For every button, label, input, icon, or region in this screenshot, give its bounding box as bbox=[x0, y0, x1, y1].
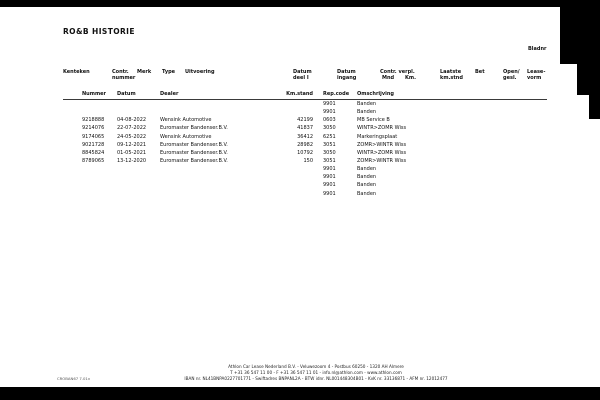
cell-kmstand: 36412 bbox=[297, 133, 313, 140]
table-row bbox=[0, 166, 600, 174]
cell-omschrijving: WINTR>ZOMR Wiss bbox=[357, 125, 407, 132]
cell-dealer: Euromaster Bandenser.B.V. bbox=[160, 141, 228, 148]
cell-nummer: 8789065 bbox=[82, 157, 105, 164]
table-row bbox=[0, 109, 600, 117]
header-dealer: Dealer bbox=[160, 91, 179, 97]
bladnr-label: Bladnr bbox=[528, 46, 547, 52]
cell-dealer: Euromaster Bandenser.B.V. bbox=[160, 125, 228, 132]
header-repcode: Rep.code bbox=[323, 91, 350, 97]
company-footer bbox=[32, 364, 600, 383]
header-leasevorm: Lease- vorm bbox=[527, 69, 546, 81]
cell-nummer: 8845824 bbox=[82, 149, 105, 156]
footer-line: IBAN nr. NL41BNPA0227701771 - Swiftadres BNPANL2A - BTW idnr. NL001448304B01 - KvK nr. 33136871 - AFM nr. 12012477 bbox=[184, 376, 448, 382]
cell-nummer: 9218888 bbox=[82, 117, 105, 124]
cell-datum: 22-07-2022 bbox=[117, 125, 147, 132]
cell-repcode: 9901 bbox=[323, 190, 336, 197]
table-row bbox=[0, 125, 600, 133]
cell-omschrijving: ZOMR>WINTR Wiss bbox=[357, 157, 407, 164]
table-row bbox=[0, 150, 600, 158]
cell-dealer: Euromaster Bandenser.B.V. bbox=[160, 149, 228, 156]
cell-omschrijving: Markeringsplaat bbox=[357, 133, 398, 140]
cell-kmstand: 41837 bbox=[297, 125, 313, 132]
header-divider bbox=[63, 99, 547, 100]
cell-omschrijving: Banden bbox=[357, 190, 377, 197]
table-row bbox=[0, 101, 600, 109]
corner-cutout bbox=[589, 95, 600, 119]
report-page bbox=[0, 7, 600, 387]
cell-nummer: 9174065 bbox=[82, 133, 105, 140]
cell-nummer: 9021728 bbox=[82, 141, 105, 148]
cell-omschrijving: ZOMR>WINTR Wiss bbox=[357, 141, 407, 148]
cell-repcode: 3050 bbox=[323, 149, 336, 156]
cell-repcode: 9901 bbox=[323, 101, 336, 107]
table-row bbox=[0, 117, 600, 125]
header-open-gesl: Open/ gesl. bbox=[503, 69, 520, 81]
cell-repcode: 3051 bbox=[323, 141, 336, 148]
cell-repcode: 6251 bbox=[323, 133, 336, 140]
cell-omschrijving: Banden bbox=[357, 166, 377, 173]
cell-omschrijving: Banden bbox=[357, 182, 377, 189]
table-row bbox=[0, 191, 600, 199]
footer-line: Athlon Car Lease Nederland B.V. - Veluwezoom 4 - Postbus 60250 - 1320 AH Almere bbox=[228, 364, 404, 369]
header-bet: Bet bbox=[475, 69, 485, 75]
header-datum-ingang: Datum ingang bbox=[337, 69, 357, 81]
table-rows bbox=[0, 101, 600, 199]
corner-cutout bbox=[560, 7, 600, 64]
cell-kmstand: 150 bbox=[303, 157, 313, 164]
header-kenteken: Kenteken bbox=[63, 69, 90, 75]
cell-dealer: Euromaster Bandenser.B.V. bbox=[160, 157, 228, 164]
table-row bbox=[0, 158, 600, 166]
table-row bbox=[0, 134, 600, 142]
cell-repcode: 9901 bbox=[323, 109, 336, 116]
cell-kmstand: 10792 bbox=[297, 149, 313, 156]
header-contr-verpl: Contr. verpl. bbox=[380, 69, 415, 75]
cell-datum: 09-12-2021 bbox=[117, 141, 147, 148]
cell-datum: 01-05-2021 bbox=[117, 149, 147, 156]
cell-omschrijving: MB Service B bbox=[357, 117, 390, 124]
header-nummer: Nummer bbox=[82, 91, 107, 97]
header-omschrijving: Omschrijving bbox=[357, 91, 394, 97]
cell-nummer: 9214076 bbox=[82, 125, 105, 132]
table-row bbox=[0, 174, 600, 182]
version-label: CROBAN67 7.01v bbox=[57, 376, 91, 381]
cell-omschrijving: WINTR>ZOMR Wiss bbox=[357, 149, 407, 156]
table-row bbox=[0, 142, 600, 150]
header-datum-deel-i: Datum deel I bbox=[293, 69, 312, 81]
header-kmstand: Km.stand bbox=[286, 91, 313, 97]
cell-omschrijving: Banden bbox=[357, 174, 377, 181]
header-uitvoering: Uitvoering bbox=[185, 69, 215, 75]
cell-kmstand: 42199 bbox=[297, 117, 313, 124]
header-contr-nummer: Contr. nummer bbox=[112, 69, 136, 81]
page-title: RO&B HISTORIE bbox=[63, 27, 135, 36]
corner-cutout bbox=[577, 64, 600, 95]
cell-dealer: Wensink Automotive bbox=[160, 133, 212, 140]
cell-repcode: 9901 bbox=[323, 174, 336, 181]
cell-datum: 04-08-2022 bbox=[117, 117, 147, 124]
cell-repcode: 9901 bbox=[323, 166, 336, 173]
cell-kmstand: 28982 bbox=[297, 141, 313, 148]
header-type: Type bbox=[162, 69, 176, 75]
header-laatste-kmstnd: Laatste km.stnd bbox=[440, 69, 463, 81]
cell-repcode: 0603 bbox=[323, 117, 336, 124]
header-merk: Merk bbox=[137, 69, 152, 75]
cell-repcode: 3051 bbox=[323, 157, 336, 164]
cell-omschrijving: Banden bbox=[357, 101, 377, 107]
cell-omschrijving: Banden bbox=[357, 109, 377, 116]
footer-line: T +31 36 547 11 00 - F +31 36 547 11 01 - info.nl@athlon.com - www.athlon.com bbox=[230, 370, 402, 376]
cell-datum: 24-05-2022 bbox=[117, 133, 147, 140]
header-mnd: Mnd bbox=[382, 75, 395, 81]
header-km: Km. bbox=[405, 75, 416, 81]
cell-repcode: 3050 bbox=[323, 125, 336, 132]
table-row bbox=[0, 182, 600, 190]
cell-dealer: Wensink Automotive bbox=[160, 117, 212, 124]
cell-datum: 13-12-2020 bbox=[117, 157, 147, 164]
cell-repcode: 9901 bbox=[323, 182, 336, 189]
header-datum: Datum bbox=[117, 91, 136, 97]
